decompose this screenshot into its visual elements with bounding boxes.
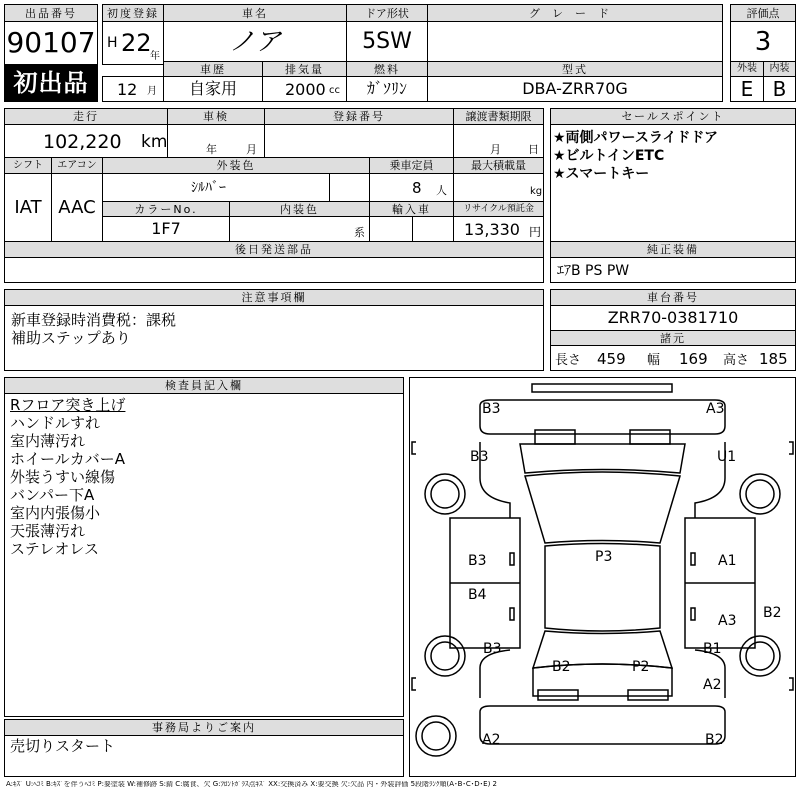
sales-point-item: ★スマートキー [553, 166, 650, 182]
hood [520, 444, 685, 473]
mileage-label: 走行 [4, 108, 168, 125]
front-bumper-top [532, 384, 672, 392]
mileage-cell [4, 124, 168, 158]
inspector-note-item: 室内内張傷小 [10, 504, 101, 522]
mileage: 102,220 [43, 131, 122, 153]
width-label: 幅 [647, 353, 661, 368]
inspector-note-item: 天張薄汚れ [10, 522, 86, 540]
inspector-note-item: 室内薄汚れ [10, 432, 86, 450]
listing-number-label: 出品番号 [4, 4, 98, 22]
damage-mark: B2 [705, 732, 724, 748]
chassis-number: ZRR70-0381710 [550, 305, 796, 331]
sales-point-item: ★両側パワースライドドア [553, 130, 719, 146]
front-light-right [630, 430, 670, 444]
exterior-color: ｼﾙﾊﾞｰ [191, 180, 226, 196]
model-label: 型式 [427, 61, 723, 77]
first-registration-month-cell [102, 76, 164, 102]
fuel: ｶﾞｿﾘﾝ [346, 76, 428, 102]
import-cell-b [412, 216, 454, 242]
sales-points-box [550, 124, 796, 242]
displacement-label: 排気量 [262, 61, 347, 77]
first-registration-year-cell [102, 21, 164, 65]
grade [427, 21, 723, 62]
rear-left-bracket [412, 678, 416, 690]
mileage-unit: km [141, 132, 168, 152]
damage-mark: B3 [483, 641, 502, 657]
damage-mark: A2 [703, 677, 722, 693]
registration-number-label: 登録番号 [264, 108, 454, 125]
wheel-front-left-inner [431, 480, 459, 508]
damage-mark: B4 [468, 587, 487, 603]
mirror-left-bracket [412, 442, 416, 454]
office-notice-label: 事務局よりご案内 [4, 719, 404, 736]
era: H [107, 35, 118, 51]
spare-wheel-inner [422, 722, 450, 750]
month-unit: 月 [147, 86, 157, 97]
left-front-handle [510, 553, 514, 565]
damage-mark: A1 [718, 553, 737, 569]
registration-number [264, 124, 454, 158]
damage-mark: A2 [482, 732, 501, 748]
damage-mark: B2 [552, 659, 571, 675]
door-type-label: ドア形状 [346, 4, 428, 22]
inspector-note-item: バンパー下A [10, 486, 95, 504]
mirror-right-bracket [789, 442, 793, 454]
dimensions-label: 諸元 [550, 330, 796, 346]
front-bumper [480, 400, 725, 434]
right-front-handle [691, 553, 695, 565]
wheel-rear-right-inner [746, 642, 774, 670]
damage-mark: U1 [717, 449, 737, 465]
sales-points-label: セールスポイント [550, 108, 796, 125]
wheel-rear-left-inner [431, 642, 459, 670]
transfer-deadline-cell [453, 124, 544, 158]
aircon-label: エアコン [51, 157, 103, 174]
exterior-grade-label: 外装 [730, 61, 764, 77]
length: 459 [597, 350, 626, 368]
damage-mark: B3 [470, 449, 489, 465]
interior-grade: B [763, 76, 796, 102]
displacement: 2000 [285, 80, 326, 99]
equipment: ｴｱB PS PW [557, 263, 630, 279]
transfer-day-unit: 日 [528, 143, 539, 156]
transfer-month-unit: 月 [490, 143, 501, 156]
office-notice: 売切りスタート [10, 737, 116, 755]
inspector-notes-box [4, 393, 404, 717]
year-unit: 年 [150, 51, 160, 62]
notes-box [4, 305, 544, 371]
recycle-fee-label: リサイクル預託金 [453, 201, 544, 217]
shift-label: シフト [4, 157, 52, 174]
legend-footnote: A:ｷｽﾞ U:ﾍｺﾐ B:ｷｽﾞを伴うﾍｺﾐ P:要塗装 W:補修跡 S:錆 C:腐食、欠 G:ﾌﾛﾝﾄｶﾞﾗｽ点ｷｽﾞ XX:交換済み X:要交換 欠:欠品 内・外装評価 5段階ﾗﾝｸ順(A･B･C･D･E) 2 [6, 781, 497, 788]
grade-label: グレード [427, 4, 723, 22]
inspection-month-unit: 月 [246, 143, 257, 156]
inspection-year-unit: 年 [206, 143, 217, 156]
exterior-color-cell [102, 173, 330, 202]
import-cell-a [369, 216, 413, 242]
capacity-label: 乗車定員 [369, 157, 454, 174]
capacity-cell [369, 173, 454, 202]
equipment-cell [550, 257, 796, 283]
damage-mark: A3 [706, 401, 725, 417]
exterior-color-extra [329, 173, 370, 202]
displacement-unit: cc [329, 85, 340, 96]
damage-mark: A3 [718, 613, 737, 629]
max-load-cell [453, 173, 544, 202]
car-name: ノア [163, 21, 347, 62]
damage-mark: P2 [632, 659, 650, 675]
registration-month: 12 [117, 80, 138, 99]
shift: IAT [4, 173, 52, 242]
color-no: 1F7 [102, 216, 230, 242]
interior-color-cell [229, 216, 370, 242]
right-rear-handle [691, 608, 695, 620]
later-parts-label: 後日発送部品 [4, 241, 544, 258]
inspector-note-item: ハンドルすれ [10, 414, 101, 432]
first-listing-badge: 初出品 [4, 64, 98, 102]
displacement-cell [262, 76, 347, 102]
score: 3 [730, 21, 796, 62]
history: 自家用 [163, 76, 263, 102]
note-item: 新車登録時消費税：課税 [11, 311, 177, 329]
recycle-fee: 13,330 [464, 220, 520, 239]
damage-mark: B1 [703, 641, 722, 657]
inspector-note-item: 外装うすい線傷 [10, 468, 116, 486]
model: DBA-ZRR70G [427, 76, 723, 102]
max-load-label: 最大積載量 [453, 157, 544, 174]
damage-mark: B2 [763, 605, 782, 621]
inspector-notes-label: 検査員記入欄 [4, 377, 404, 394]
front-light-left [535, 430, 575, 444]
color-no-label: カラーNo. [102, 201, 230, 217]
interior-grade-label: 内装 [763, 61, 796, 77]
history-label: 車歴 [163, 61, 263, 77]
score-label: 評価点 [730, 4, 796, 22]
sales-point-item: ★ビルトインETC [553, 148, 665, 164]
windshield [525, 472, 680, 543]
office-notice-box [4, 735, 404, 777]
length-label: 長さ [555, 353, 582, 368]
inspection-cell [167, 124, 265, 158]
door-type: 5SW [346, 21, 428, 62]
wheel-front-right-inner [746, 480, 774, 508]
rear-fender-left [480, 650, 510, 698]
inspector-note-item: ステレオレス [10, 540, 99, 558]
exterior-color-label: 外装色 [102, 157, 370, 174]
equipment-label: 純正装備 [550, 241, 796, 258]
car-name-label: 車名 [163, 4, 347, 22]
recycle-unit: 円 [529, 225, 542, 239]
inspector-note-item: ホイールカバーA [10, 450, 125, 468]
later-parts [4, 257, 544, 283]
fuel-label: 燃料 [346, 61, 428, 77]
transfer-deadline-label: 譲渡書類期限 [453, 108, 544, 125]
capacity: 8 [412, 179, 422, 197]
damage-mark: B3 [468, 553, 487, 569]
rear-bumper [480, 706, 725, 744]
recycle-fee-cell [453, 216, 544, 242]
dimensions-cell [550, 345, 796, 371]
chassis-number-label: 車台番号 [550, 289, 796, 306]
damage-diagram [409, 377, 796, 777]
width: 169 [679, 350, 708, 368]
damage-mark: P3 [595, 549, 613, 565]
import-label: 輸入車 [369, 201, 454, 217]
rear-light-right [628, 690, 668, 700]
load-unit: kg [530, 186, 543, 197]
interior-color-unit: 系 [354, 226, 365, 239]
damage-mark: B3 [482, 401, 501, 417]
aircon: AAC [51, 173, 103, 242]
exterior-grade: E [730, 76, 764, 102]
capacity-unit: 人 [436, 184, 447, 197]
car-outline [410, 378, 795, 776]
height: 185 [759, 350, 788, 368]
left-rear-handle [510, 608, 514, 620]
rear-right-bracket [789, 678, 793, 690]
interior-color-label: 内装色 [229, 201, 370, 217]
rear-light-left [538, 690, 578, 700]
height-label: 高さ [723, 353, 750, 368]
registration-year: 22 [121, 29, 152, 57]
notes-label: 注意事項欄 [4, 289, 544, 306]
inspector-note-item: Rフロア突き上げ [10, 396, 126, 414]
first-registration-label: 初度登録 [102, 4, 164, 22]
inspection-label: 車検 [167, 108, 265, 125]
note-item: 補助ステップあり [11, 329, 131, 347]
listing-number: 90107 [4, 21, 98, 65]
